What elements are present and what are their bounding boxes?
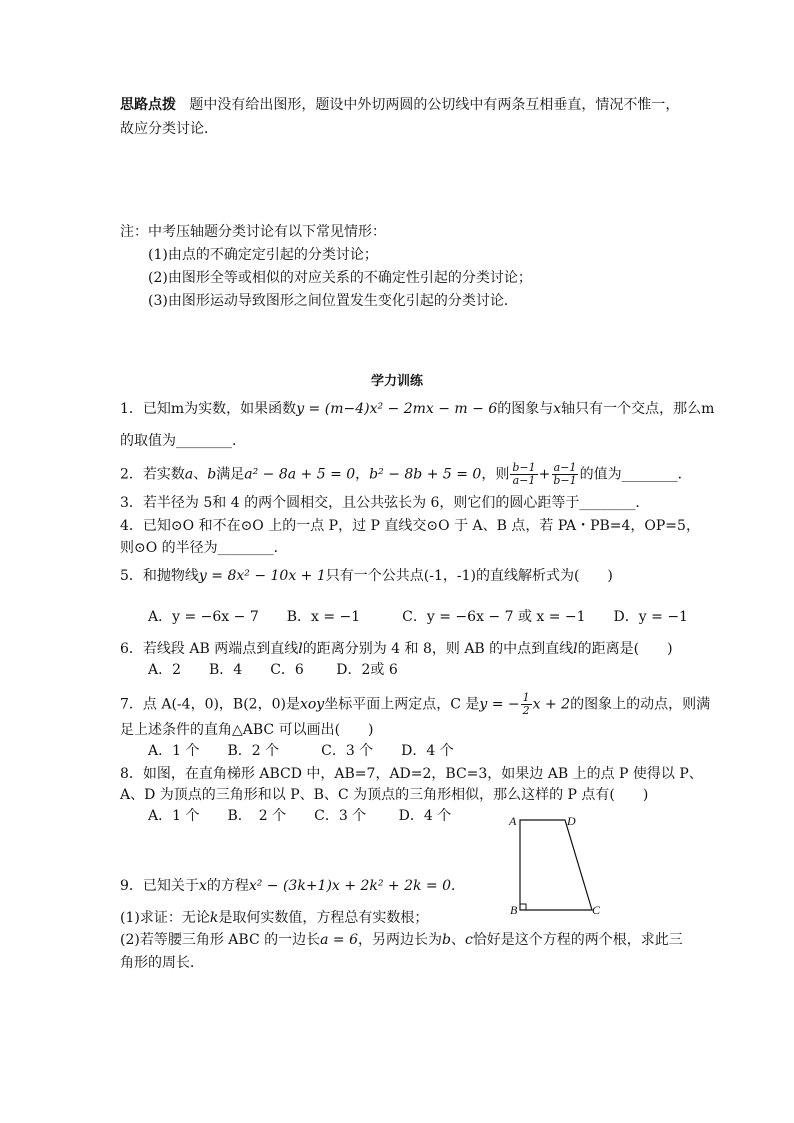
q9-text-b: 的方程 (206, 878, 249, 894)
q9-var-c: c (464, 932, 473, 948)
q9-part-1 (120, 909, 428, 927)
q2-frac1-den: a−1 (512, 474, 536, 487)
q7-frac-den: 2 (522, 704, 530, 717)
q9-p2-text-a: (2)若等腰三角形 ABC 的一边长 (120, 932, 321, 948)
q2-eq-1: a² − 8a + 5 = 0 (244, 466, 356, 483)
q2-comma: ， (355, 466, 370, 483)
question-8: 8．如图，在直角梯形 ABCD 中，AB=7，AD=2，BC=3，如果边 AB 上的点 P 使得以 P、 (120, 766, 703, 782)
q2-text-b: 满足 (216, 466, 245, 483)
q1-formula: y = (m−4)x² − 2mx − m − 6 (296, 401, 498, 417)
q7-y-rest: x + 2 (532, 696, 571, 713)
q2-fraction-1 (510, 462, 537, 487)
trapezoid-figure (500, 810, 620, 920)
note-item-2: (2)由图形全等或相似的对应关系的不确定性引起的分类讨论； (148, 270, 532, 286)
q7-options: A．1 个 B．2 个 C．3 个 D．4 个 (148, 743, 454, 759)
hint-line-1 (120, 96, 679, 114)
q2-frac2-den: b−1 (553, 474, 577, 487)
q6-var-l-1: l (298, 641, 303, 657)
q9-var-k: k (209, 910, 219, 926)
section-title: 学力训练 (370, 374, 423, 389)
q1-text-a: 1．已知m为实数，如果函数 (120, 401, 297, 417)
q7-line-2: 足上述条件的直角△ABC 可以画出( ) (120, 722, 374, 738)
hint-text-1: 题中没有给出图形，题设中外切两圆的公切线中有两条互相垂直，情况不惟一， (189, 97, 680, 113)
q2-text-a: 2．若实数 (120, 466, 185, 483)
q9-p2-text-b: ，另两边长为 (358, 932, 442, 948)
q2-fraction-2 (551, 462, 578, 487)
q2-var-a: a (184, 466, 194, 483)
q2-sep: 、 (193, 466, 208, 483)
right-angle-mark (520, 904, 526, 910)
question-7 (120, 692, 710, 717)
q2-text-c: ，则 (481, 466, 510, 483)
q7-text-c: 的图象上的动点，则满 (570, 696, 711, 713)
q6-options: A．2 B．4 C．6 D．2或 6 (148, 662, 398, 678)
label-D: D (567, 814, 576, 828)
question-6 (120, 640, 673, 658)
q2-eq-2: b² − 8b + 5 = 0 (369, 466, 482, 483)
q7-y-eq: y = − (479, 696, 520, 713)
q9-text-c: ． (451, 878, 466, 894)
q1-text-c: 轴只有一个交点，那么m (561, 401, 715, 417)
question-1 (120, 400, 714, 418)
q9-p1-text-a: (1)求证：无论 (120, 910, 210, 926)
note-title: 注：中考压轴题分类讨论有以下常见情形： (120, 224, 386, 240)
q9-text-a: 9．已知关于 (120, 878, 199, 894)
question-4: 4．已知⊙O 和不在⊙O 上的一点 P，过 P 直线交⊙O 于 A、B 点，若 PA・PB=4，OP=5， (120, 518, 700, 534)
q2-text-d: 的值为________． (579, 466, 692, 483)
note-item-1: (1)由点的不确定定引起的分类讨论； (148, 247, 378, 263)
q2-plus: + (538, 466, 551, 483)
q9-var-b: b (442, 932, 451, 948)
q5-options: A．y = −6x − 7 B．x = −1 C．y = −6x − 7 或 x = −1 D．y = −1 (148, 609, 688, 625)
q6-text-c: 的距离是( ) (577, 641, 673, 657)
q5-text-a: 5．和抛物线 (120, 568, 199, 584)
hint-text-2: 故应分类讨论． (120, 121, 218, 137)
q6-text-b: 的距离分别为 4 和 8，则 AB 的中点到直线 (302, 641, 574, 657)
question-5 (120, 567, 613, 585)
label-B: B (510, 903, 518, 917)
q7-xoy: xoy (299, 696, 325, 713)
q2-frac2-num: a−1 (553, 461, 577, 474)
q5-text-b: 只有一个公共点(-1，-1)的直线解析式为( ) (325, 568, 613, 584)
q2-var-b: b (207, 466, 217, 483)
q9-part-2-line-2: 角形的周长． (120, 955, 204, 971)
q8-options: A．1 个 B． 2 个 C．3 个 D．4 个 (148, 808, 452, 824)
question-2 (120, 462, 692, 487)
q7-frac-num: 1 (522, 691, 530, 704)
question-3: 3．若半径为 5和 4 的两个圆相交，且公共弦长为 6，则它们的圆心距等于________． (120, 495, 650, 511)
hint-label: 思路点拨 (120, 97, 176, 113)
q2-frac1-num: b−1 (512, 461, 536, 474)
q7-text-a: 7．点 A(-4，0)，B(2，0)是 (120, 696, 300, 713)
q7-fraction (521, 692, 532, 717)
trapezoid-shape (520, 820, 592, 910)
q9-p1-text-b: 是取何实数值，方程总有实数根； (218, 910, 429, 926)
q5-formula: y = 8x² − 10x + 1 (198, 568, 326, 584)
q6-var-l-2: l (573, 641, 578, 657)
q1-line-2: 的取值为________． (120, 433, 246, 449)
q6-text-a: 6．若线段 AB 两端点到直线 (120, 641, 299, 657)
q8-line-2: A、D 为顶点的三角形和以 P、B、C 为顶点的三角形相似，那么这样的 P 点有( ) (120, 787, 649, 803)
q7-text-b: 坐标平面上两定点，C 是 (324, 696, 480, 713)
q9-formula: x² − (3k+1)x + 2k² + 2k = 0 (248, 878, 452, 894)
q9-a-eq: a = 6 (320, 932, 358, 948)
q1-var-x: x (553, 401, 562, 417)
q9-sep: 、 (450, 932, 465, 948)
q9-part-2 (120, 931, 683, 949)
q9-var-x: x (198, 878, 207, 894)
label-C: C (592, 903, 601, 917)
q9-p2-text-c: 恰好是这个方程的两个根，求此三 (472, 932, 683, 948)
note-item-3: (3)由图形运动导致图形之间位置发生变化引起的分类讨论． (148, 293, 518, 309)
question-9 (120, 877, 465, 895)
q1-text-b: 的图象与 (497, 401, 554, 417)
q4-line-2: 则⊙O 的半径为________． (120, 540, 288, 556)
label-A: A (509, 814, 517, 828)
